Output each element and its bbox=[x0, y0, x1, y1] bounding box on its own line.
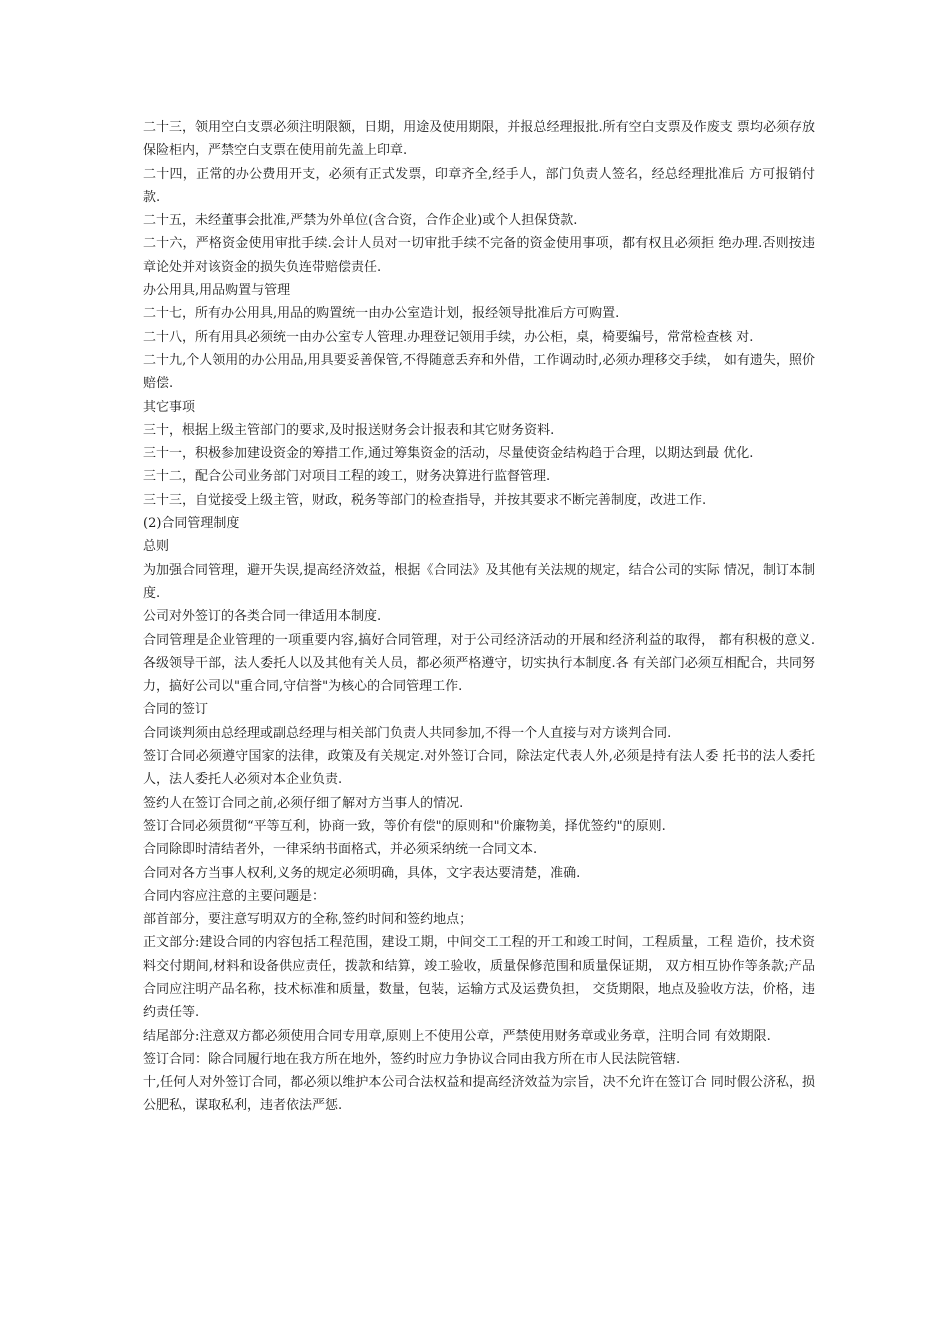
paragraph-scope: 公司对外签订的各类合同一律适用本制度. bbox=[143, 609, 382, 625]
paragraph-purpose: 为加强合同管理，避开失误,提高经济效益，根据《合同法》及其他有关法规的规定，结合公司的实际 情况，制订本制度. bbox=[143, 562, 815, 601]
paragraph-24: 二十四，正常的办公费用开支，必须有正式发票，印章齐全,经手人，部门负责人签名，经总经理批准后 方可报销付款. bbox=[143, 166, 815, 205]
paragraph-rights-obligations: 合同对各方当事人权利,义务的规定必须明确，具体，文字表达要清楚，准确. bbox=[143, 865, 581, 881]
paragraph-importance: 合同管理是企业管理的一项重要内容,搞好合同管理，对于公司经济活动的开展和经济利益的取得， 都有积极的意义.各级领导干部，法人委托人以及其他有关人员，都必须严格遵守，切实执行本制度.各 有关部门必须互相配合，共同努力，搞好公司以"重合同,守信誉"为核心的合同管理工作. bbox=[143, 632, 815, 695]
paragraph-25: 二十五，未经董事会批准,严禁为外单位(含合资，合作企业)或个人担保贷款. bbox=[143, 213, 578, 229]
paragraph-26: 二十六，严格资金使用审批手续.会计人员对一切审批手续不完备的资金使用事项，都有权且必须拒 绝办理.否则按违章论处并对该资金的损失负连带赔偿责任. bbox=[143, 236, 815, 275]
paragraph-27: 二十七，所有办公用具,用品的购置统一由办公室造计划，报经领导批准后方可购置. bbox=[143, 306, 620, 322]
paragraph-due-diligence: 签约人在签订合同之前,必须仔细了解对方当事人的情况. bbox=[143, 795, 464, 811]
paragraph-written-form: 合同除即时清结者外，一律采纳书面格式，并必须采纳统一合同文本. bbox=[143, 842, 538, 858]
paragraph-28: 二十八，所有用具必须统一由办公室专人管理.办理登记领用手续，办公柜，桌，椅要编号，常常检查核 对. bbox=[143, 329, 754, 345]
document-body bbox=[143, 116, 815, 1118]
paragraph-32: 三十二，配合公司业务部门对项目工程的竣工，财务决算进行监督管理. bbox=[143, 469, 551, 485]
paragraph-23: 二十三，领用空白支票必须注明限额，日期，用途及使用期限，并报总经理报批.所有空白支票及作废支 票均必须存放保险柜内，严禁空白支票在使用前先盖上印章. bbox=[143, 120, 815, 159]
paragraph-body-part: 正文部分:建设合同的内容包括工程范围，建设工期，中间交工工程的开工和竣工时间，工程质量，工程 造价，技术资料交付期间,材料和设备供应责任，拨款和结算，竣工验收，质量保修范围和质量保证期， 双方相互协作等条款;产品合同应注明产品名称，技术标准和质量，数量，包装，运输方式及运费负担， 交货期限，地点及验收方法，价格，违约责任等. bbox=[143, 935, 815, 1021]
paragraph-legal-compliance: 签订合同必须遵守国家的法律，政策及有关规定.对外签订合同，除法定代表人外,必须是持有法人委 托书的法人委托人，法人委托人必须对本企业负责. bbox=[143, 749, 815, 788]
paragraph-header-part: 部首部分，要注意写明双方的全称,签约时间和签约地点； bbox=[143, 912, 473, 928]
paragraph-negotiation: 合同谈判须由总经理或副总经理与相关部门负责人共同参加,不得一个人直接与对方谈判合同. bbox=[143, 725, 672, 741]
section-heading-other-matters: 其它事项 bbox=[143, 399, 196, 415]
section-heading-office-supplies: 办公用具,用品购置与管理 bbox=[143, 283, 291, 299]
paragraph-29: 二十九,个人领用的办公用品,用具要妥善保管,不得随意丢弃和外借，工作调动时,必须办理移交手续， 如有遗失，照价赔偿. bbox=[143, 352, 815, 392]
paragraph-31: 三十一，积极参加建设资金的筹措工作,通过筹集资金的活动，尽量使资金结构趋于合理，以期达到最 优化. bbox=[143, 446, 754, 462]
section-heading-general: 总则 bbox=[143, 539, 170, 555]
paragraph-30: 三十，根据上级主管部门的要求,及时报送财务会计报表和其它财务资料. bbox=[143, 422, 555, 438]
paragraph-33: 三十三，自觉接受上级主管，财政，税务等部门的检查指导，并按其要求不断完善制度，改进工作. bbox=[143, 492, 707, 508]
paragraph-principles: 签订合同必须贯彻“平等互利，协商一致，等价有偿"的原则和"价廉物美，择优签约"的原则. bbox=[143, 818, 666, 834]
section-heading-contract-management: (2)合同管理制度 bbox=[143, 516, 240, 532]
paragraph-main-issues: 合同内容应注意的主要问题是： bbox=[143, 888, 326, 904]
section-heading-contract-signing: 合同的签订 bbox=[143, 702, 209, 718]
paragraph-closing-part: 结尾部分:注意双方都必须使用合同专用章,原则上不使用公章，严禁使用财务章或业务章，注明合同 有效期限. bbox=[143, 1028, 771, 1044]
paragraph-jurisdiction: 签订合同：除合同履行地在我方所在地外，签约时应力争协议合同由我方所在市人民法院管辖. bbox=[143, 1051, 681, 1067]
paragraph-integrity: 十,任何人对外签订合同，都必须以维护本公司合法权益和提高经济效益为宗旨，决不允许在签订合 同时假公济私，损公肥私，谋取私利，违者依法严惩. bbox=[143, 1075, 815, 1114]
